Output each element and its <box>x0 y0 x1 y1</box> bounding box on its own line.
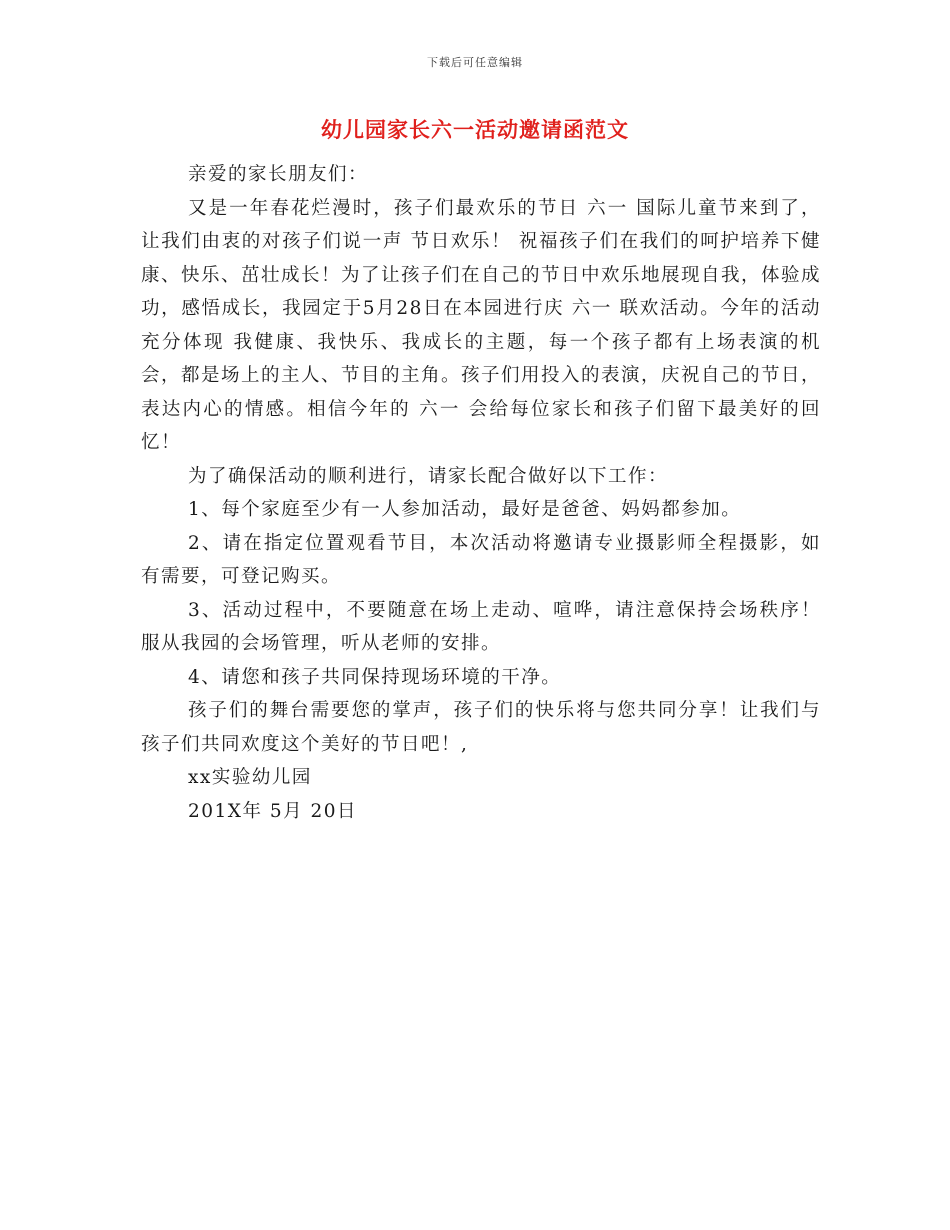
paragraph-closing: 孩子们的舞台需要您的掌声，孩子们的快乐将与您共同分享！让我们与孩子们共同欢度这个美好的节日吧！, <box>141 700 821 755</box>
signature: xx实验幼儿园 <box>188 767 312 788</box>
greeting: 亲爱的家长朋友们： <box>188 164 369 185</box>
header-note: 下载后可任意编辑 <box>427 56 523 69</box>
paragraph-requirements: 为了确保活动的顺利进行，请家长配合做好以下工作： <box>188 465 669 487</box>
paragraph-intro: 又是一年春花烂漫时，孩子们最欢乐的节日 六一 国际儿童节来到了，让我们由衷的对孩子们说一声 节日欢乐！ 祝福孩子们在我们的呵护培养下健康、快乐、茁壮成长！为了让孩子们在自己的节日中欢乐地展现自我，体验成功，感悟成长，我园定于5月28日在本园进行庆 六一 联欢活动。今年的活动充分体现 我健康、我快乐、我成长的主题，每一个孩子都有上场表演的机会，都是场上的主人、节目的主角。孩子们用投入的表演，庆祝自己的节日，表达内心的情感。相信今年的 六一 会给每位家长和孩子们留下最美好的回忆！ <box>141 197 822 453</box>
letter-body <box>141 158 821 828</box>
list-item-3: 3、活动过程中，不要随意在场上走动、喧哗，请注意保持会场秩序！服从我园的会场管理，听从老师的安排。 <box>141 599 821 654</box>
list-item-1: 1、每个家庭至少有一人参加活动，最好是爸爸、妈妈都参加。 <box>188 499 742 520</box>
list-item-2: 2、请在指定位置观看节目，本次活动将邀请专业摄影师全程摄影，如有需要，可登记购买。 <box>141 532 821 587</box>
date: 201X年 5月 20日 <box>188 800 358 822</box>
list-item-4: 4、请您和孩子共同保持现场环境的干净。 <box>188 666 562 688</box>
page-title: 幼儿园家长六一活动邀请函范文 <box>321 117 629 142</box>
